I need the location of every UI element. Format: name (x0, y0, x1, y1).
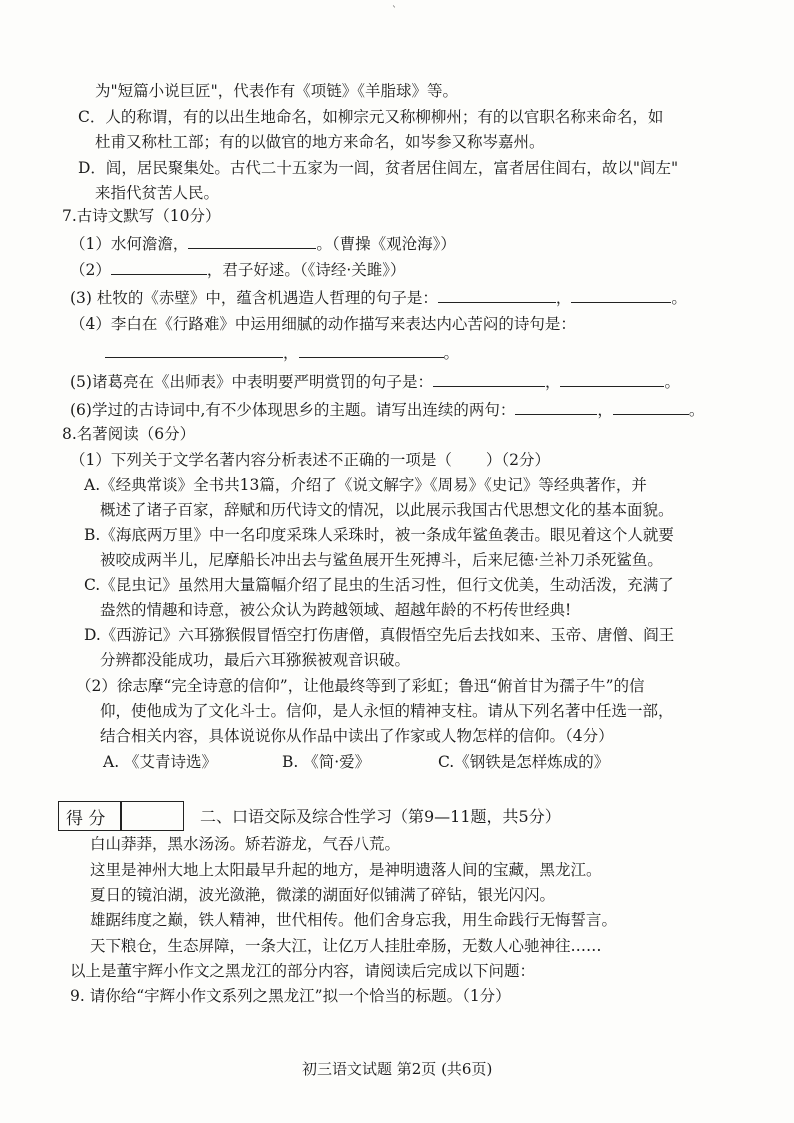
q8-option-b-line2: 被咬成两半儿，尼摩船长冲出去与鲨鱼展开生死搏斗，后来尼德·兰补刀杀死鲨鱼。 (100, 551, 663, 569)
q6-b-continuation: 为"短篇小说巨匠"，代表作有《项链》《羊脂球》等。 (95, 82, 459, 100)
score-label: 得 分 (66, 809, 106, 829)
essay-line-1: 白山莽莽，黑水汤汤。矫若游龙，气吞八荒。 (90, 835, 401, 853)
q8-option-a-line1: A.《经典常谈》全书共13篇，介绍了《说文解字》《周易》《史记》等经典著作，并 (84, 476, 647, 494)
q8-option-d-line1: D.《西游记》六耳猕猴假冒悟空打伤唐僧，真假悟空先后去找如来、玉帝、唐僧、阎王 (84, 626, 675, 644)
q7-title: 7.古诗文默写（10分） (62, 207, 221, 225)
q8-option-d-line2: 分辨都没能成功，最后六耳猕猴被观音识破。 (100, 651, 411, 669)
q7-item-1: （1）水何澹澹， 。（曹操《观沧海》） (70, 232, 456, 255)
q8-part2-line2: 仰，使他成为了文化斗士。信仰，是人永恒的精神支柱。请从下列名著中任选一部， (100, 702, 674, 720)
q8-option-a-line2: 概述了诸子百家，辞赋和历代诗文的情况，以此展示我国古代思想文化的基本面貌。 (100, 501, 674, 519)
q7-item-3: (3) 杜牧的《赤壁》中，蕴含机遇造人哲理的句子是： ， 。 (70, 286, 687, 309)
answer-blank[interactable] (515, 398, 597, 415)
essay-note: 以上是董宇辉小作文之黑龙江的部分内容，请阅读后完成以下问题： (70, 962, 536, 980)
q8-choice-c: C.《钢铁是怎样炼成的》 (438, 753, 610, 771)
page-footer: 初三语文试题 第2页 (共6页) (302, 1060, 493, 1078)
q7-item-2: （2） ，君子好逑。（《诗经·关雎》） (70, 258, 406, 281)
section2-title: 二、口语交际及综合性学习（第9—11题，共5分） (200, 807, 561, 826)
q6-option-d-line1: D．闾，居民聚集处。古代二十五家为一闾，贫者居住闾左，富者居住闾右，故以"闾左" (78, 159, 679, 177)
q8-option-b-line1: B.《海底两万里》中一名印度采珠人采珠时，被一条成年鲨鱼袭击。眼见着这个人就要 (84, 526, 674, 544)
q7-item-5: (5)诸葛亮在《出师表》中表明要严明赏罚的句子是： ， 。 (70, 370, 680, 393)
answer-blank[interactable] (438, 286, 556, 303)
answer-blank[interactable] (613, 398, 689, 415)
q8-option-c-line1: C.《昆虫记》虽然用大量篇幅介绍了昆虫的生活习性，但行文优美，生动活泼，充满了 (84, 576, 674, 594)
answer-blank[interactable] (105, 341, 283, 358)
essay-line-4: 雄踞纬度之巅，铁人精神，世代相传。他们舍身忘我，用生命践行无悔誓言。 (90, 911, 618, 929)
answer-blank[interactable] (433, 370, 545, 387)
q8-part1-stem: （1）下列关于文学名著内容分析表述不正确的一项是（ ）（2分） (70, 451, 550, 469)
essay-line-5: 天下粮仓，生态屏障，一条大江，让亿万人挂肚牵肠，无数人心驰神往…… (90, 937, 602, 955)
answer-blank[interactable] (560, 370, 664, 387)
q7-item-4-answers: ， 。 (105, 341, 459, 364)
essay-line-3: 夏日的镜泊湖，波光潋滟，微漾的湖面好似铺满了碎钻，银光闪闪。 (90, 886, 556, 904)
answer-blank[interactable] (452, 449, 486, 465)
q8-part2-line1: （2）徐志摩“完全诗意的信仰”，让他最终等到了彩虹；鲁迅“俯首甘为孺子牛”的信 (76, 677, 645, 695)
score-entry-box[interactable] (120, 801, 184, 831)
q6-option-d-line2: 来指代贫苦人民。 (95, 184, 220, 202)
q8-choice-b: B. 《简·爱》 (282, 753, 371, 771)
answer-blank[interactable] (111, 258, 207, 275)
q6-option-c-line2: 杜甫又称杜工部；有的以做官的地方来命名，如岑参又称岑嘉州。 (95, 133, 545, 151)
q8-title: 8.名著阅读（6分） (62, 425, 196, 443)
q6-option-c-line1: C．人的称谓，有的以出生地命名，如柳宗元又称柳柳州；有的以官职名称来命名，如 (78, 108, 664, 126)
essay-line-2: 这里是神州大地上太阳最早升起的地方，是神明遗落人间的宝藏，黑龙江。 (90, 861, 602, 879)
answer-blank[interactable] (188, 232, 316, 249)
scan-mark: ` (392, 6, 397, 17)
q8-part2-line3: 结合相关内容，具体说说你从作品中读出了作家或人物怎样的信仰。（4分） (100, 727, 614, 745)
q7-item-6: (6)学过的古诗词中,有不少体现思乡的主题。请写出连续的两句： ， 。 (70, 398, 704, 421)
q8-option-c-line2: 盎然的情趣和诗意，被公众认为跨越领域、超越年龄的不朽传世经典! (100, 601, 572, 619)
answer-blank[interactable] (571, 286, 671, 303)
q8-choice-a: A. 《艾青诗选》 (103, 753, 218, 771)
q7-item-4: （4）李白在《行路难》中运用细腻的动作描写来表达内心苦闷的诗句是： (70, 315, 576, 333)
question-9: 9. 请你给“宇辉小作文系列之黑龙江”拟一个恰当的标题。（1分） (70, 987, 511, 1005)
answer-blank[interactable] (299, 341, 444, 358)
